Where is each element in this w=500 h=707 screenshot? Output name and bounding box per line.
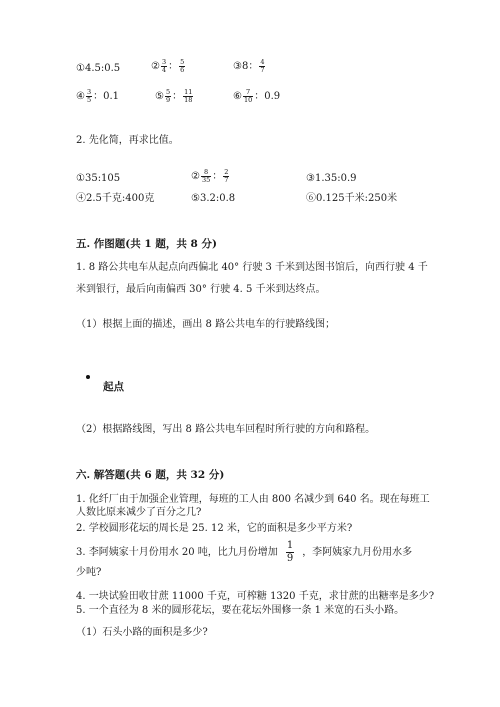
fraction: $\frac{5}{6}$: [180, 58, 185, 74]
ratio-item-5: ⑤ $\frac{5}{9}$ ： $\frac{11}{18}$: [155, 88, 193, 104]
start-point-dot: [86, 375, 90, 379]
section-6-q1-line2: 人数比原来减少了百分之几?: [76, 507, 202, 518]
simplify-item-6: ⑥0.125千米:250米: [306, 193, 398, 204]
simplify-item-4: ④2.5千克:400克: [76, 193, 155, 204]
simplify-item-1: ①35:105: [76, 173, 121, 184]
section-6-q2: 2. 学校圆形花坛的周长是 25. 12 米，它的面积是多少平方米?: [76, 523, 353, 534]
section-6-q5: 5. 一个直径为 8 米的圆形花坛，要在花坛外围修一条 1 米宽的石头小路。: [76, 605, 405, 616]
section-6-heading: 六. 解答题(共 6 题，共 32 分): [76, 469, 225, 481]
section-5-sub1: （1）根据上面的描述，画出 8 路公共电车的行驶路线图；: [76, 319, 336, 330]
section-5-q1-line2: 米到银行，最后向南偏西 30° 行驶 4. 5 千米到达终点。: [76, 284, 326, 295]
section-6-q3-line1: 3. 李阿姨家十月份用水 20 吨，比九月份增加 $\frac{1}{9}$ ，李阿姨家九月份用水多: [76, 540, 413, 564]
ratio-item-6: ⑥ $\frac{7}{10}$ ：0.9: [233, 88, 281, 104]
fraction: $\frac{8}{35}$: [201, 168, 211, 184]
section-6-q4: 4. 一块试验田收甘蔗 11000 千克，可榨糖 1320 千克，求甘蔗的出糖率是多少?: [76, 591, 435, 602]
fraction: $\frac{2}{7}$: [224, 168, 229, 184]
ratio-item-4: ④ $\frac{3}{5}$ ：0.1: [76, 88, 120, 104]
fraction: $\frac{5}{9}$: [165, 88, 171, 104]
fraction: $\frac{4}{7}$: [260, 58, 265, 74]
ratio-item-1: ①4.5:0.5: [76, 63, 121, 74]
section-5-sub2: （2）根据路线图，写出 8 路公共电车回程时所行驶的方向和路程。: [76, 424, 376, 435]
question-2-title: 2. 先化简，再求比值。: [76, 135, 179, 146]
simplify-item-3: ③1.35:0.9: [306, 173, 357, 184]
fraction: $\frac{7}{10}$: [243, 88, 253, 104]
section-5-heading: 五. 作图题(共 1 题，共 8 分): [76, 238, 217, 250]
section-6-q3-line2: 少吨?: [76, 567, 102, 578]
fraction: $\frac{11}{18}$: [184, 88, 193, 104]
start-point-label: 起点: [103, 381, 124, 393]
fraction: $\frac{1}{9}$: [286, 540, 294, 564]
section-6-q5-sub1: （1）石头小路的面积是多少?: [76, 627, 208, 638]
simplify-item-5: ⑤3.2:0.8: [191, 193, 236, 204]
section-6-q1-line1: 1. 化纤厂由于加强企业管理，每班的工人由 800 名减少到 640 名。现在每班工: [76, 494, 430, 505]
fraction: $\frac{3}{4}$: [161, 58, 167, 74]
fraction: $\frac{3}{5}$: [86, 88, 92, 104]
simplify-item-2: ② $\frac{8}{35}$ ： $\frac{2}{7}$: [191, 168, 229, 184]
section-5-q1-line1: 1. 8 路公共电车从起点向西偏北 40° 行驶 3 千米到达图书馆后，向西行驶 4 千: [76, 262, 428, 273]
ratio-item-2: ② $\frac{3}{4}$ ： $\frac{5}{6}$: [151, 58, 185, 74]
ratio-item-3: ③8： $\frac{4}{7}$: [233, 58, 265, 74]
